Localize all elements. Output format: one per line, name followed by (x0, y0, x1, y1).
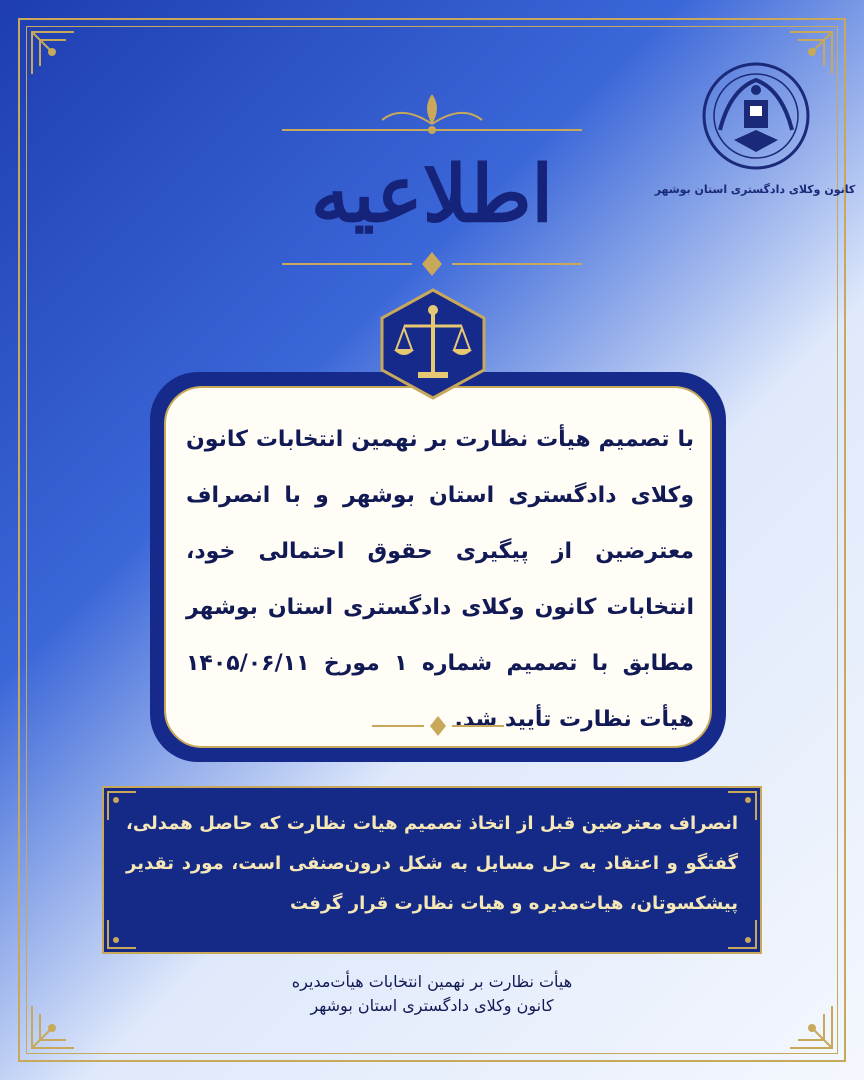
signature-line-1: هیأت نظارت بر نهمین انتخابات هیأت‌مدیره (291, 972, 573, 991)
bar-association-emblem-icon (700, 60, 812, 172)
signature-block (232, 970, 632, 1018)
corner-ornament-icon (30, 30, 76, 76)
top-ornament-icon (282, 90, 582, 136)
notice-text: با تصمیم هیأت نظارت بر نهمین انتخابات کانون وکلای دادگستری استان بوشهر و با انصراف معترضین از پیگیری حقوق احتمالی خود، انتخابات کانون وکلای دادگستری استان بوشهر مطابق با تصمیم شماره ۱ مورخ ۱۴۰۵/۰۶/۱۱ هیأت نظارت تأیید شد. (186, 427, 694, 732)
title-underline-ornament-icon (282, 252, 582, 276)
page-title: اطلاعیه (310, 149, 554, 240)
org-caption: کانون وکلای دادگستری استان بوشهر (654, 183, 856, 196)
card-ornament-icon (372, 716, 504, 736)
appreciation-text: انصراف معترضین قبل از اتخاذ تصمیم هیات نظارت که حاصل همدلی، گفتگو و اعتقاد به حل مسایل به شکل درون‌صنفی است، مورد تقدیر پیشکسوتان، هیات‌مدیره و هیات نظارت قرار گرفت (126, 813, 738, 914)
corner-ornament-icon (30, 1004, 76, 1050)
scales-of-justice-icon (372, 288, 494, 400)
corner-ornament-icon (788, 1004, 834, 1050)
signature-line-2: کانون وکلای دادگستری استان بوشهر (310, 996, 554, 1015)
